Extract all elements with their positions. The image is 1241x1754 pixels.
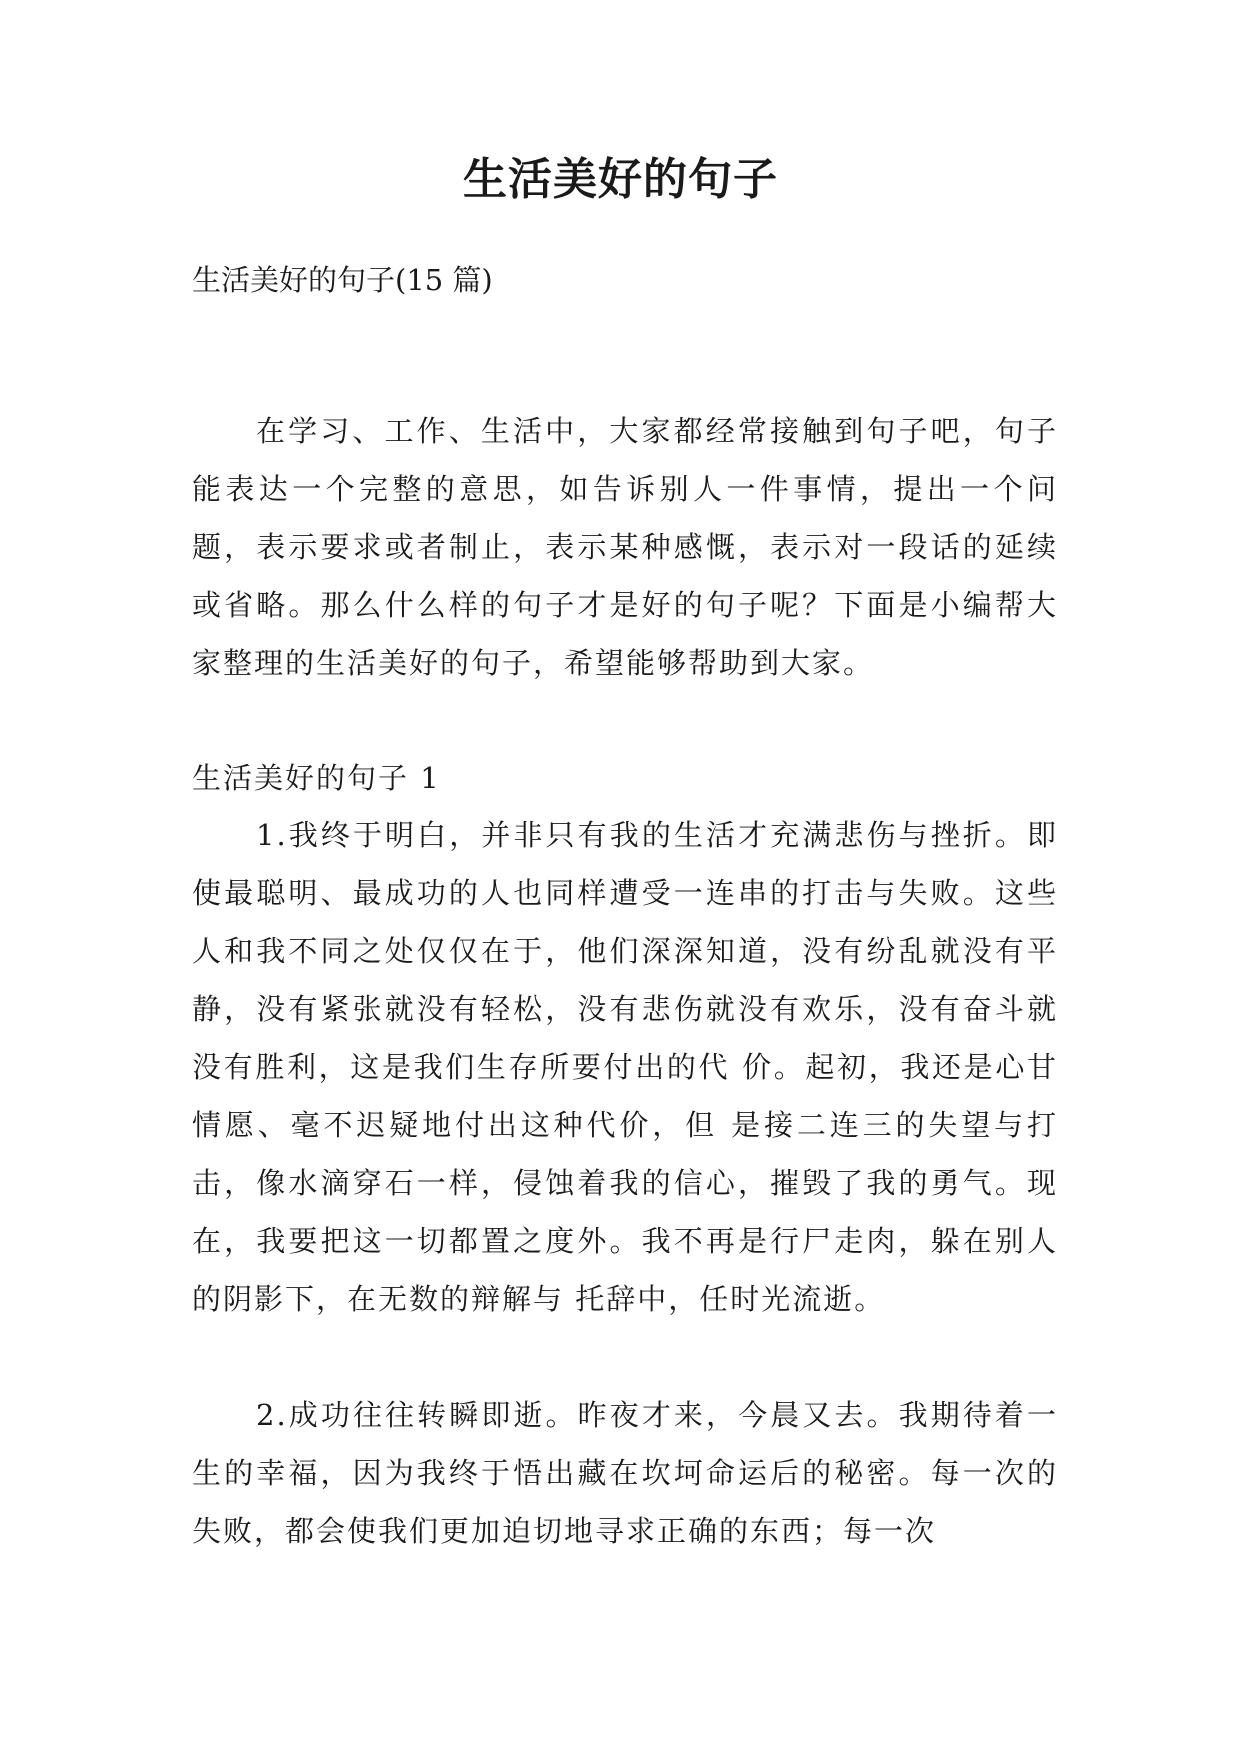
intro-paragraph: 在学习、工作、生活中，大家都经常接触到句子吧，句子能表达一个完整的意思，如告诉别人一件事情，提出一个问题，表示要求或者制止，表示某种感慨，表示对一段话的延续或省略。那么什么样的句子才是好的句子呢？下面是小编帮大家整理的生活美好的句子，希望能够帮助到大家。 [192,414,1058,680]
document-title: 生活美好的句子 [463,154,778,205]
document-subtitle: 生活美好的句子(15 篇) [192,263,493,297]
paragraph-2: 2.成功往往转瞬即逝。昨夜才来，今晨又去。我期待着一生的幸福，因为我终于悟出藏在坎坷命运后的秘密。每一次的失败，都会使我们更加迫切地寻求正确的东西；每一次 [192,1398,1058,1548]
paragraph-1: 1.我终于明白，并非只有我的生活才充满悲伤与挫折。即使最聪明、最成功的人也同样遭受一连串的打击与失败。这些人和我不同之处仅仅在于，他们深深知道，没有纷乱就没有平静，没有紧张就没有轻松，没有悲伤就没有欢乐，没有奋斗就没有胜利，这是我们生存所要付出的代 价。起初，我还是心甘情愿、毫不迟疑地付出这种代价，但 是接二连三的失望与打击，像水滴穿石一样，侵蚀着我的信心，摧毁了我的勇气。现在，我要把这一切都置之度外。我不再是行尸走肉，躲在别人的阴影下，在无数的辩解与 托辞中，任时光流逝。 [192,818,1058,1316]
section-heading: 生活美好的句子 1 [192,761,441,795]
